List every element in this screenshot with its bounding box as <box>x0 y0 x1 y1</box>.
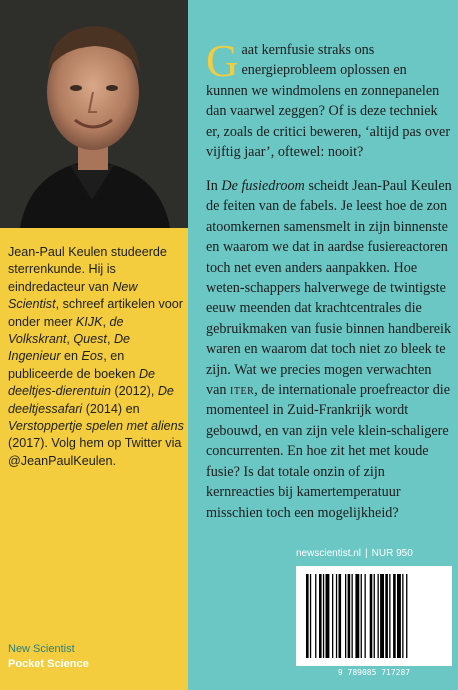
drop-cap: G <box>206 36 239 86</box>
barcode-bar <box>323 574 324 658</box>
barcode-bar <box>339 574 342 658</box>
website-url: newscientist.nl <box>296 548 362 559</box>
bio-book-title: De deeltjessafari <box>8 384 174 416</box>
barcode-bar <box>374 574 375 658</box>
barcode-bars <box>296 566 452 666</box>
barcode-bar <box>370 574 373 658</box>
series-logo <box>8 642 89 672</box>
author-photo <box>0 0 188 228</box>
left-panel <box>0 0 188 690</box>
bio-text: en <box>60 349 82 364</box>
author-bio <box>8 244 184 470</box>
blurb-text: scheidt Jean-Paul Keulen de feiten van de fabels. Je leest hoe de zon atoomkernen samensmelt in zijn binnenste en waarom we dat in aardse fusiereactoren toch net even anders aanpakken. Hoe weten-schappers halverwege de twintigste eeuw meenden dat krachtcentrales die gebruikmaken van fusie binnen handbereik waren en waarom dat toch niet zo bleek te zijn. Wat we precies mogen verwachten van <box>206 178 452 399</box>
book-title: De fusiedroom <box>221 178 305 194</box>
barcode-bar <box>319 574 322 658</box>
isbn-number: 9 789085 717287 <box>337 668 411 677</box>
barcode-bar <box>397 574 401 658</box>
bio-text: , schreef artikelen voor onder meer <box>8 297 184 329</box>
barcode-bar <box>306 574 309 658</box>
bio-book-title: Verstoppertje spelen met aliens <box>8 419 184 434</box>
lead-paragraph <box>206 36 452 162</box>
barcode-bar <box>389 574 390 658</box>
barcode-bar <box>326 574 330 658</box>
blurb-text: , de internationale proefreactor die momenteel in Zuid-Frankrijk wordt gebouwd, en van zijn vele klein-schaligere concurrenten. En hoe zit het met koude fusie? Is dat totale onzin of zijn kernreacties bij kamertemperatuur misschien toch een mogelijkheid? <box>206 382 451 521</box>
blurb-paragraph <box>206 176 452 523</box>
publisher-meta <box>296 548 413 559</box>
iter-name: iter <box>230 382 255 399</box>
meta-separator: | <box>365 548 368 559</box>
barcode-bar <box>361 574 362 658</box>
barcode-bar <box>345 574 346 658</box>
bio-text: , <box>102 314 110 329</box>
barcode-bar <box>380 574 384 658</box>
barcode-bar <box>310 574 311 658</box>
barcode-bar <box>402 574 403 658</box>
bio-magazine: New Scientist <box>8 279 138 312</box>
series-line-1: New Scientist <box>8 643 75 655</box>
bio-text: , <box>66 332 74 347</box>
barcode-bar <box>348 574 351 658</box>
barcode-bar <box>385 574 388 658</box>
bio-text: (2014) en <box>82 401 140 416</box>
barcode-bar <box>315 574 316 658</box>
barcode-bar <box>365 574 366 658</box>
barcode-bar <box>352 574 353 658</box>
lead-text: aat kernfusie straks ons energieprobleem oplossen en kunnen we windmolens en zonnepanelen dan vaarwel zeggen? Of is deze techniek er, zoals de critici beweren, ‘altijd pas over vijftig jaar’, oftewel: nooit? <box>206 42 451 161</box>
bio-magazine: de Volkskrant <box>8 314 124 347</box>
barcode-bar <box>355 574 359 658</box>
nur-code: NUR 950 <box>371 548 413 559</box>
bio-magazine: De Ingenieur <box>8 332 131 364</box>
barcode-bar <box>336 574 337 658</box>
bio-text: (2017). Volg hem op Twitter via @JeanPaulKeulen. <box>8 436 182 468</box>
series-line-2: Pocket Science <box>8 658 89 670</box>
author-portrait-image <box>0 0 188 228</box>
blurb-text: In <box>206 178 222 194</box>
bio-text: (2012), <box>110 384 158 399</box>
bio-magazine: Eos <box>81 349 104 364</box>
bio-magazine: KIJK <box>75 314 103 329</box>
isbn-barcode <box>296 566 452 666</box>
barcode-bar <box>332 574 333 658</box>
bio-book-title: De deeltjes-dierentuin <box>8 366 156 399</box>
barcode-bar <box>378 574 379 658</box>
bio-text: , <box>106 332 114 347</box>
bio-magazine: Quest <box>73 332 107 347</box>
barcode-bar <box>406 574 407 658</box>
bio-text: , en publiceerde de boeken <box>8 349 139 381</box>
bio-text: Jean-Paul Keulen studeerde sterrenkunde. Hij is eindredacteur van <box>8 245 167 294</box>
barcode-bar <box>393 574 396 658</box>
